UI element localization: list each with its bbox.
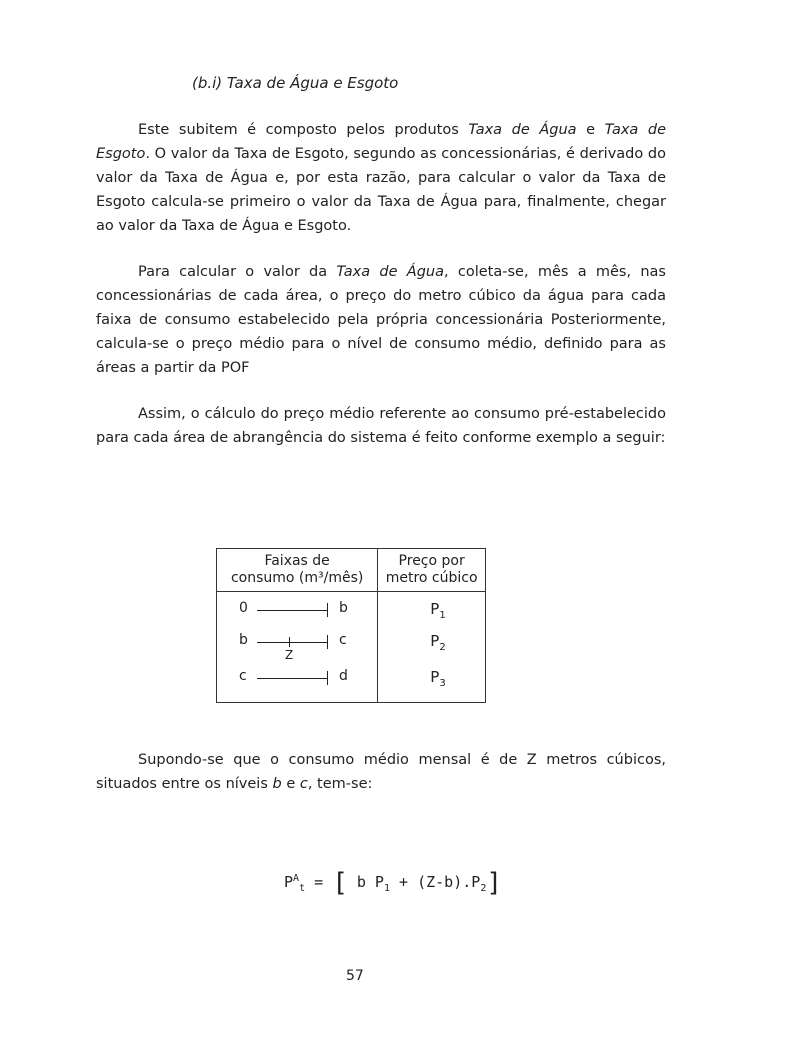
paragraph-intro: Este subitem é composto pelos produtos Taxa de Água e Taxa de Esgoto. O valor da Taxa de Esgoto, segundo as concessionárias, é derivado do valor da Taxa de Água e, por esta razão, para calcular o valor da Taxa de Esgoto calcula-se primeiro o valor da Taxa de Água para, finalmente, chegar ao valor da Taxa de Água e Esgoto.: [96, 122, 666, 234]
range-row: 0 b: [239, 600, 348, 616]
price-p1: $P_1$: [430, 600, 446, 621]
paragraph-example-intro: Assim, o cálculo do preço médio referente ao consumo pré-estabelecido para cada área de abrangência do sistema é feito conforme exemplo a seguir:: [96, 406, 666, 446]
range-column: [217, 592, 378, 703]
z-marker: Z: [285, 648, 294, 662]
header-consumption-range: Faixas de consumo (m³/mês): [217, 549, 378, 592]
header-price-per-m3: Preço por metro cúbico: [378, 549, 486, 592]
section-heading: (b.i) Taxa de Água e Esgoto: [192, 74, 399, 92]
range-row: b Z c: [239, 632, 347, 662]
price-formula: $P^A_t$ = [ b $P_1 + (Z-b).P_2$]: [284, 868, 502, 898]
paragraph-assumption: Supondo-se que o consumo médio mensal é de Z metros cúbicos, situados entre os níveis b e c, tem-se:: [96, 752, 666, 792]
price-p2: $P_2$: [430, 632, 446, 653]
price-p3: $P_3$: [430, 668, 446, 689]
page-number: 57: [346, 968, 364, 984]
price-column: [378, 592, 486, 703]
consumption-price-table: [216, 548, 486, 703]
paragraph-calculation: Para calcular o valor da Taxa de Água, coleta-se, mês a mês, nas concessionárias de cada área, o preço do metro cúbico da água para cada faixa de consumo estabelecido pela própria concessionária Posteriormente, calcula-se o preço médio para o nível de consumo médio, definido para as áreas a partir da POF: [96, 264, 666, 376]
range-row: c d: [239, 668, 348, 684]
